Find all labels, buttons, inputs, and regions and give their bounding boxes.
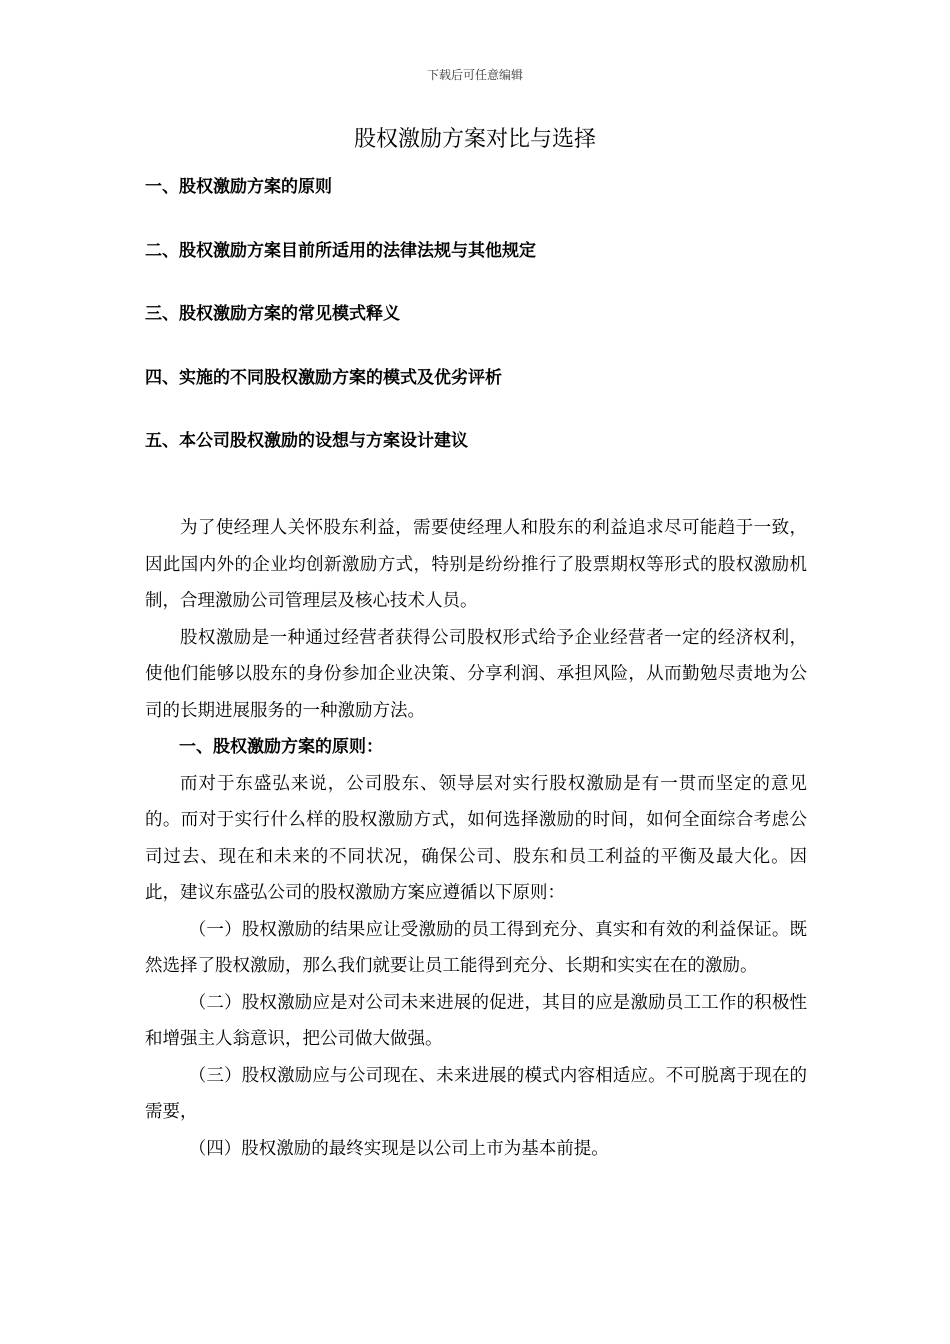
toc-item: 四、实施的不同股权激励方案的模式及优劣评析 [145, 367, 502, 388]
principle-item: （四）股权激励的最终实现是以公司上市为基本前提。 [188, 1138, 609, 1159]
section-paragraph: 而对于东盛弘来说，公司股东、领导层对实行股权激励是有一贯而坚定的意见的。而对于实行什么样的股权激励方式，如何选择激励的时间，如何全面综合考虑公司过去、现在和未来的不同状况，确保公司、股东和员工利益的平衡及最大化。因此，建议东盛弘公司的股权激励方案应遵循以下原则： [145, 773, 807, 903]
toc-item: 二、股权激励方案目前所适用的法律法规与其他规定 [145, 240, 536, 261]
principle-item: （一）股权激励的结果应让受激励的员工得到充分、真实和有效的利益保证。既然选择了股权激励，那么我们就要让员工能得到充分、长期和实实在在的激励。 [145, 919, 807, 976]
intro-paragraph: 股权激励是一种通过经营者获得公司股权形式给予企业经营者一定的经济权利，使他们能够以股东的身份参加企业决策、分享利润、承担风险，从而勤勉尽责地为公司的长期进展服务的一种激励方法。 [145, 627, 807, 721]
header-note: 下载后可任意编辑 [426, 68, 523, 82]
toc-item: 三、股权激励方案的常见模式释义 [145, 304, 400, 324]
document-body [145, 510, 807, 1167]
document-title: 股权激励方案对比与选择 [353, 127, 596, 152]
intro-paragraph: 为了使经理人关怀股东利益，需要使经理人和股东的利益追求尽可能趋于一致，因此国内外的企业均创新激励方式，特别是纷纷推行了股票期权等形式的股权激励机制，合理激励公司管理层及核心技术人员。 [145, 518, 807, 611]
principle-item: （三）股权激励应与公司现在、未来进展的模式内容相适应。不可脱离于现在的需要， [145, 1065, 807, 1122]
table-of-contents [145, 174, 825, 492]
section-heading: 一、股权激励方案的原则： [179, 737, 383, 757]
principle-item: （二）股权激励应是对公司未来进展的促进，其目的应是激励员工工作的积极性和增强主人翁意识，把公司做大做强。 [145, 992, 807, 1049]
toc-item: 一、股权激励方案的原则 [145, 177, 332, 197]
toc-item: 五、本公司股权激励的设想与方案设计建议 [145, 431, 468, 451]
